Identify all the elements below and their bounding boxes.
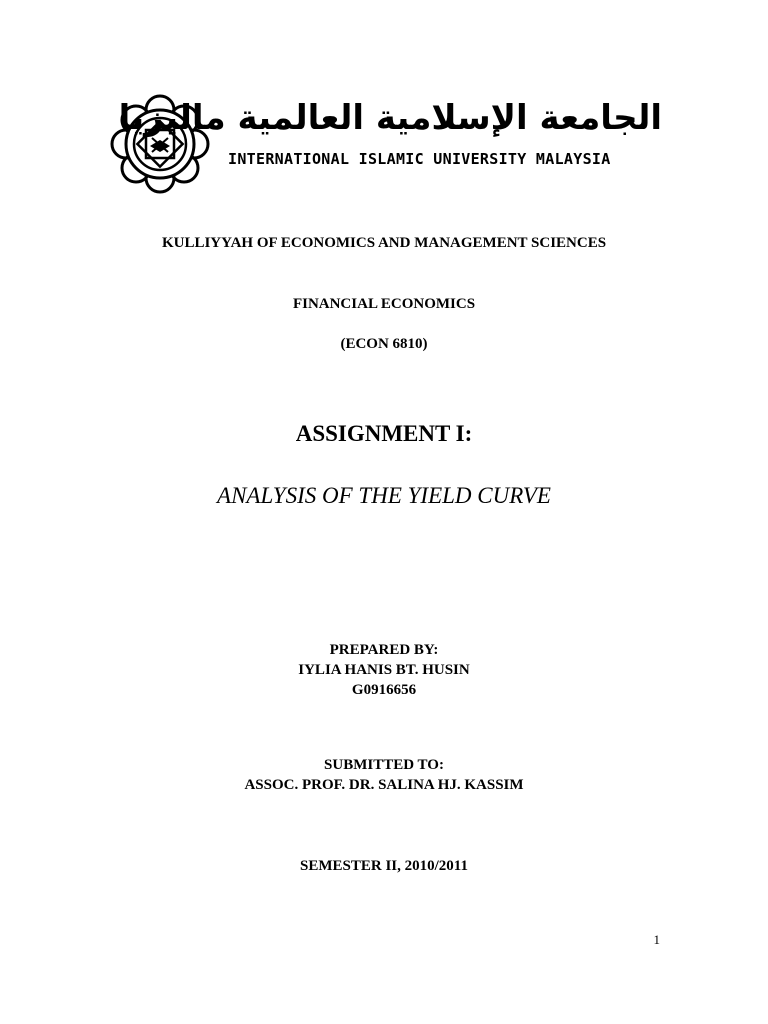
author-id: G0916656: [351, 682, 417, 698]
author-name: IYLIA HANIS BT. HUSIN: [298, 662, 470, 678]
page-number: 1: [653, 932, 660, 947]
assignment-title: ANALYSIS OF THE YIELD CURVE: [217, 483, 551, 508]
kulliyyah-name: KULLIYYAH OF ECONOMICS AND MANAGEMENT SCIENCES: [161, 235, 607, 251]
course-code: (ECON 6810): [340, 336, 428, 352]
submitted-to-label: SUBMITTED TO:: [324, 757, 444, 773]
course-name: FINANCIAL ECONOMICS: [292, 296, 476, 312]
supervisor-name: ASSOC. PROF. DR. SALINA HJ. KASSIM: [244, 777, 524, 793]
semester: SEMESTER II, 2010/2011: [300, 858, 468, 874]
university-name: INTERNATIONAL ISLAMIC UNIVERSITY MALAYSIA: [228, 150, 611, 168]
university-logo: [106, 88, 662, 200]
assignment-label: ASSIGNMENT I:: [295, 421, 473, 446]
logo-arabic-text: الجامعة الإسلامية العالمية ماليزيا: [118, 98, 662, 138]
prepared-by-label: PREPARED BY:: [329, 642, 439, 658]
